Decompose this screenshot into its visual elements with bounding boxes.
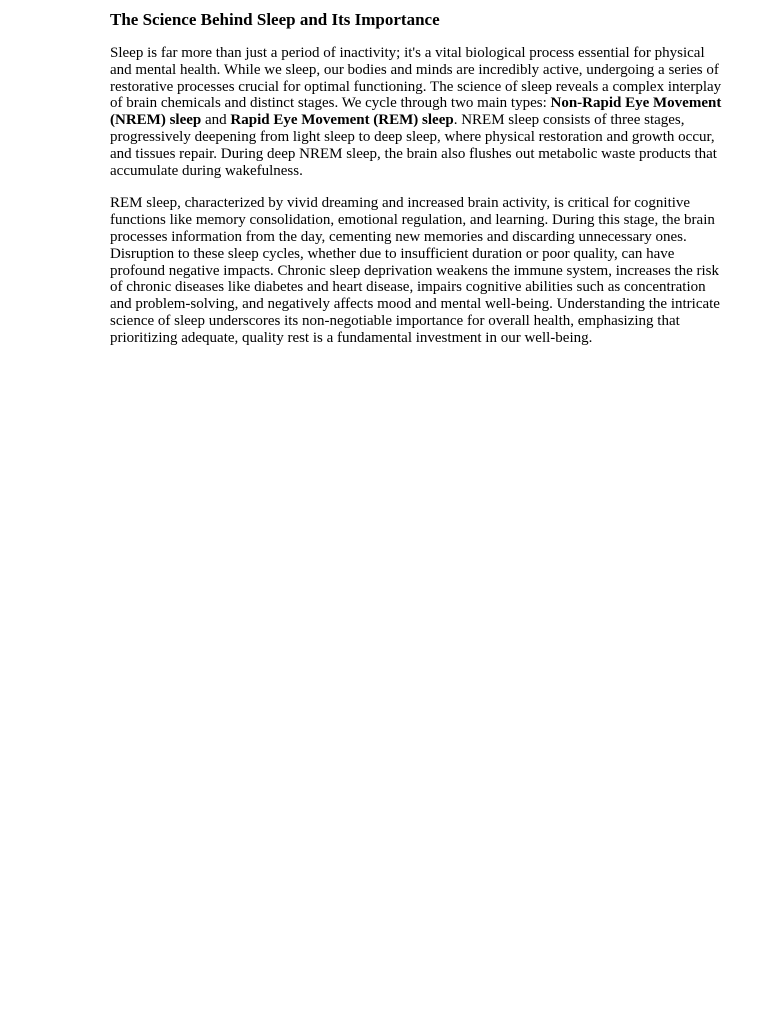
paragraph-1 (110, 45, 724, 179)
paragraph-1-connector: and (201, 112, 231, 129)
rem-term: Rapid Eye Movement (REM) sleep (230, 112, 454, 129)
paragraph-1-text-after: . NREM sleep consists of three stages, progressively deepening from light sleep to deep sleep, where physical restoration and growth occur, and tissues repair. During deep NREM sleep, the brain also flushes out metabolic waste products that accumulate during wakefulness. (110, 112, 717, 179)
paragraph-2: REM sleep, characterized by vivid dreaming and increased brain activity, is critical for cognitive functions like memory consolidation, emotional regulation, and learning. During this stage, the brain processes information from the day, cementing new memories and discarding unnecessary ones. Disruption to these sleep cycles, whether due to insufficient duration or poor quality, can have profound negative impacts. Chronic sleep deprivation weakens the immune system, increases the risk of chronic diseases like diabetes and heart disease, impairs cognitive abilities such as concentration and problem-solving, and negatively affects mood and mental well-being. Understanding the intricate science of sleep underscores its non-negotiable importance for overall health, emphasizing that prioritizing adequate, quality rest is a fundamental investment in our well-being. (110, 195, 720, 346)
paragraph-1-text-before: Sleep is far more than just a period of inactivity; it's a vital biological process essential for physical and mental health. While we sleep, our bodies and minds are incredibly active, undergoing a series of restorative processes crucial for optimal functioning. The science of sleep reveals a complex interplay of brain chemicals and distinct stages. We cycle through two main types: (110, 45, 722, 112)
nrem-term: Non-Rapid Eye Movement (NREM) sleep (110, 95, 722, 129)
article (110, 9, 724, 363)
article-title: The Science Behind Sleep and Its Importance (110, 10, 440, 29)
